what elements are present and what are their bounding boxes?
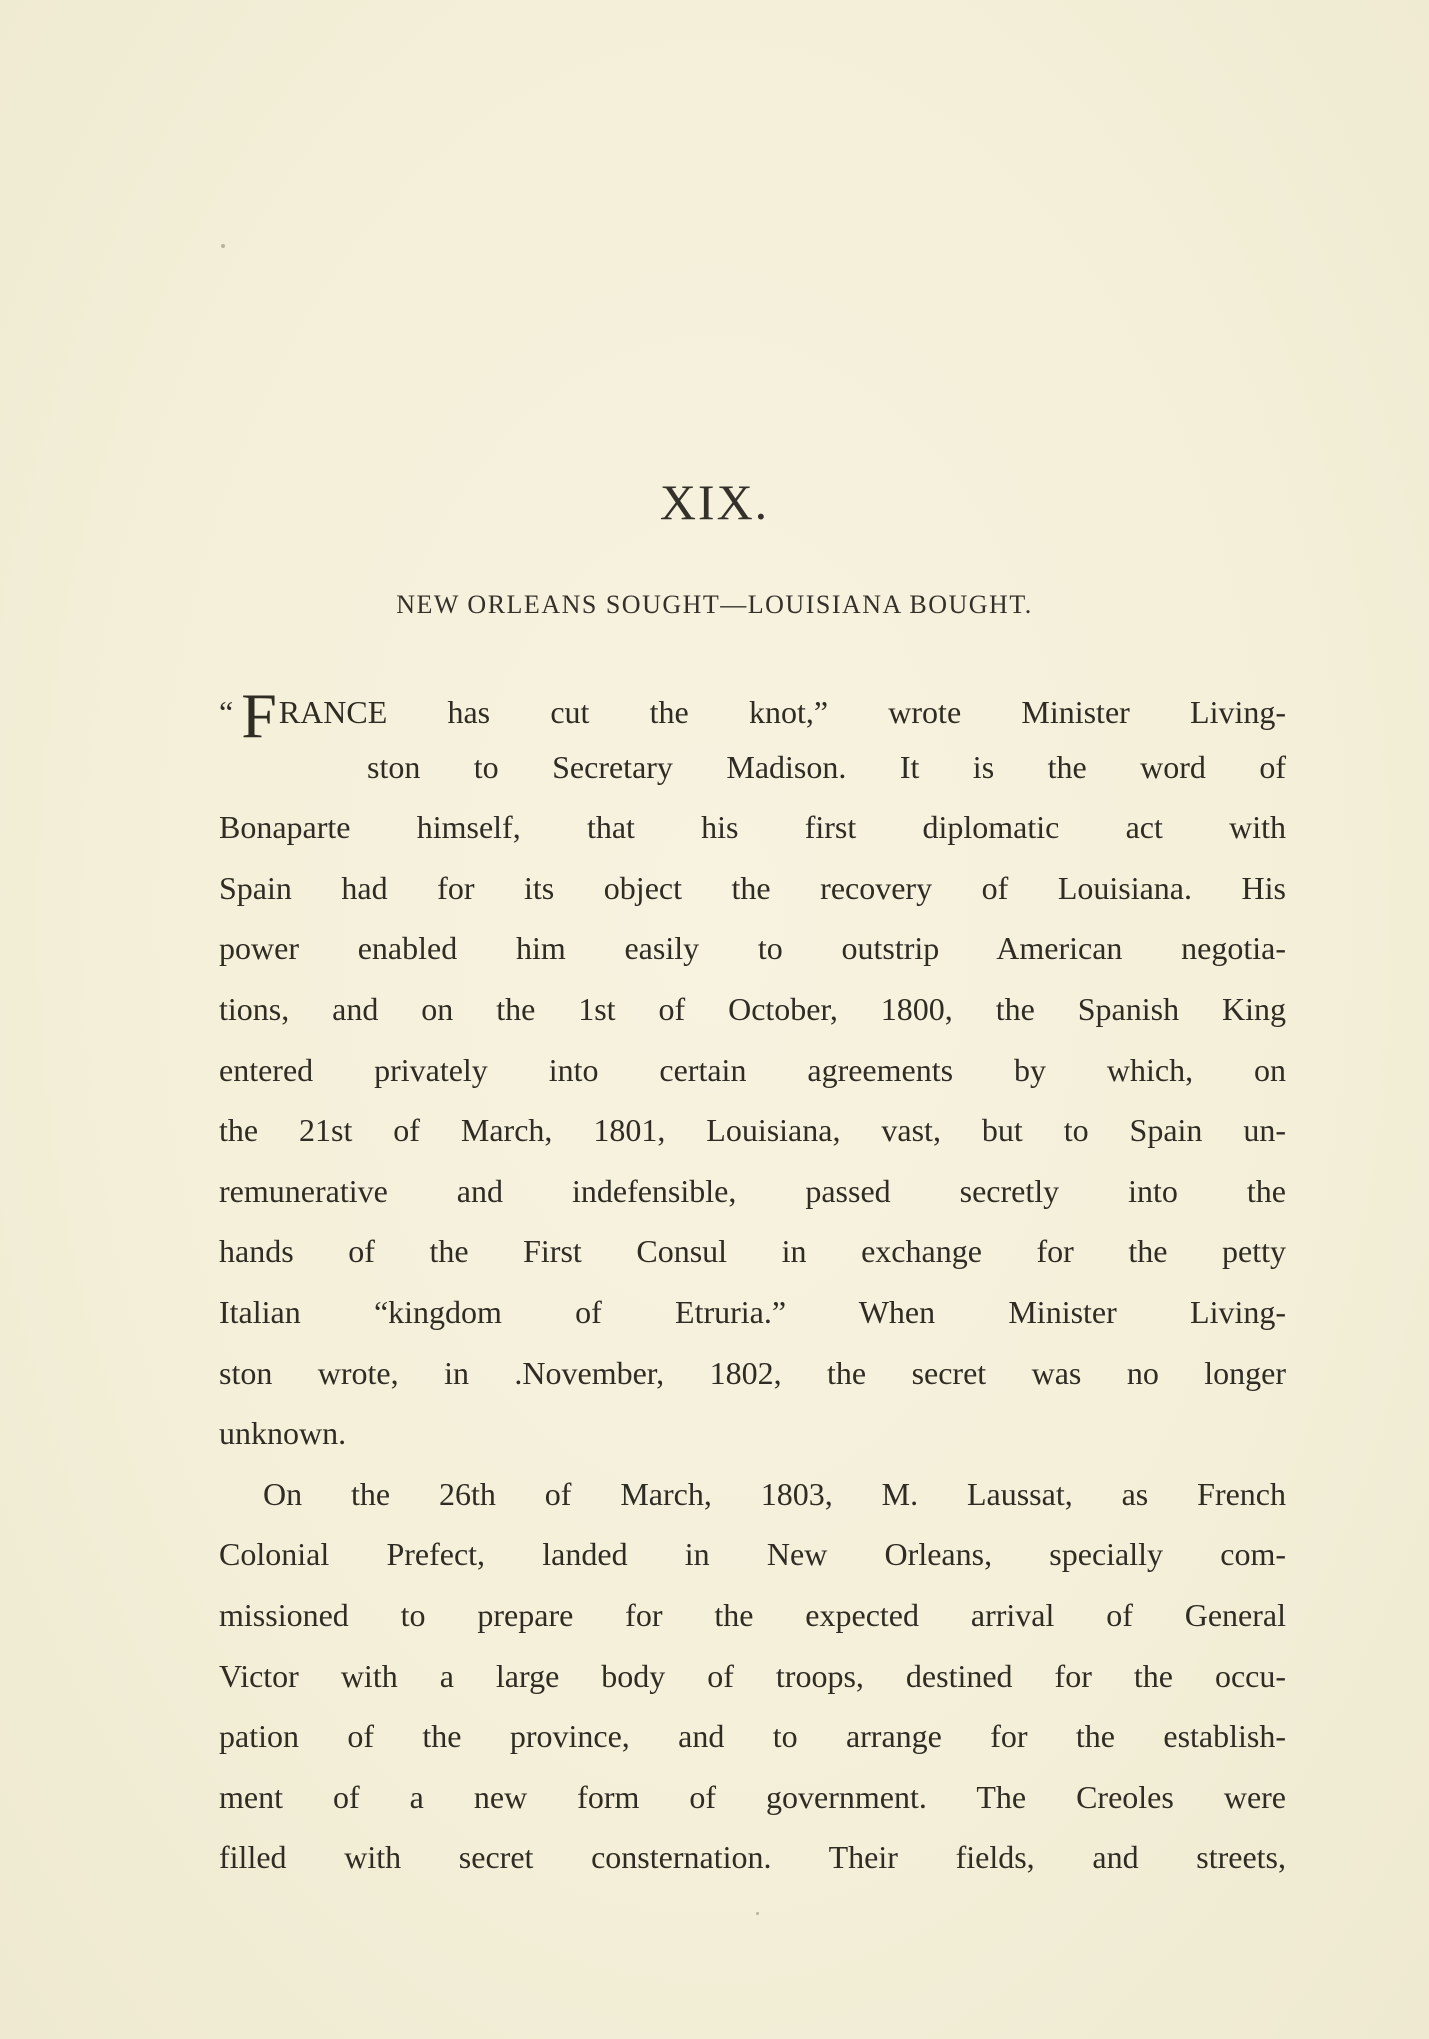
paragraph-2-line: Colonial Prefect, landed in New Orleans, specially com- (219, 1536, 1286, 1573)
paper-speck (221, 244, 225, 248)
paragraph-1-line: power enabled him easily to outstrip American negotia- (219, 930, 1286, 967)
paragraph-1-line: the 21st of March, 1801, Louisiana, vast, but to Spain un- (219, 1112, 1286, 1149)
drop-cap: F (241, 680, 277, 751)
paragraph-1-line: entered privately into certain agreements by which, on (219, 1051, 1286, 1088)
chapter-number: XIX. (659, 474, 770, 530)
paragraph-1-line: hands of the First Consul in exchange for the petty (219, 1233, 1286, 1270)
paragraph-1-line-1 (219, 676, 1286, 751)
paragraph-1-line: tions, and on the 1st of October, 1800, the Spanish King (219, 990, 1286, 1027)
paragraph-2-line: pation of the province, and to arrange for the establish- (219, 1718, 1286, 1755)
paragraph-1-line: Italian “kingdom of Etruria.” When Minister Living- (219, 1293, 1286, 1330)
paragraph-1-line: remunerative and indefensible, passed secretly into the (219, 1172, 1286, 1209)
paragraph-1-line: unknown. (219, 1415, 347, 1452)
paragraph-2-line: missioned to prepare for the expected arrival of General (219, 1596, 1286, 1633)
paragraph-2-line: ment of a new form of government. The Creoles were (219, 1778, 1286, 1815)
paragraph-2-line: filled with secret consternation. Their fields, and streets, (219, 1839, 1286, 1876)
paragraph-2-line: On the 26th of March, 1803, M. Laussat, as French (263, 1475, 1286, 1512)
paper-speck (756, 1912, 759, 1915)
paragraph-1-line: ston to Secretary Madison. It is the word of (367, 748, 1286, 785)
paragraph-1-line: ston wrote, in .November, 1802, the secret was no longer (219, 1354, 1286, 1391)
first-line-text: RANCE has cut the knot,” wrote Minister Living- (278, 694, 1286, 730)
paragraph-2-line: Victor with a large body of troops, destined for the occu- (219, 1657, 1286, 1694)
paragraph-1-line: Spain had for its object the recovery of Louisiana. His (219, 869, 1286, 906)
paragraph-1-line: Bonaparte himself, that his first diplomatic act with (219, 809, 1286, 846)
chapter-title: NEW ORLEANS SOUGHT—LOUISIANA BOUGHT. (396, 590, 1033, 619)
opening-quote: “ (219, 694, 234, 730)
body-text (219, 676, 1286, 1888)
